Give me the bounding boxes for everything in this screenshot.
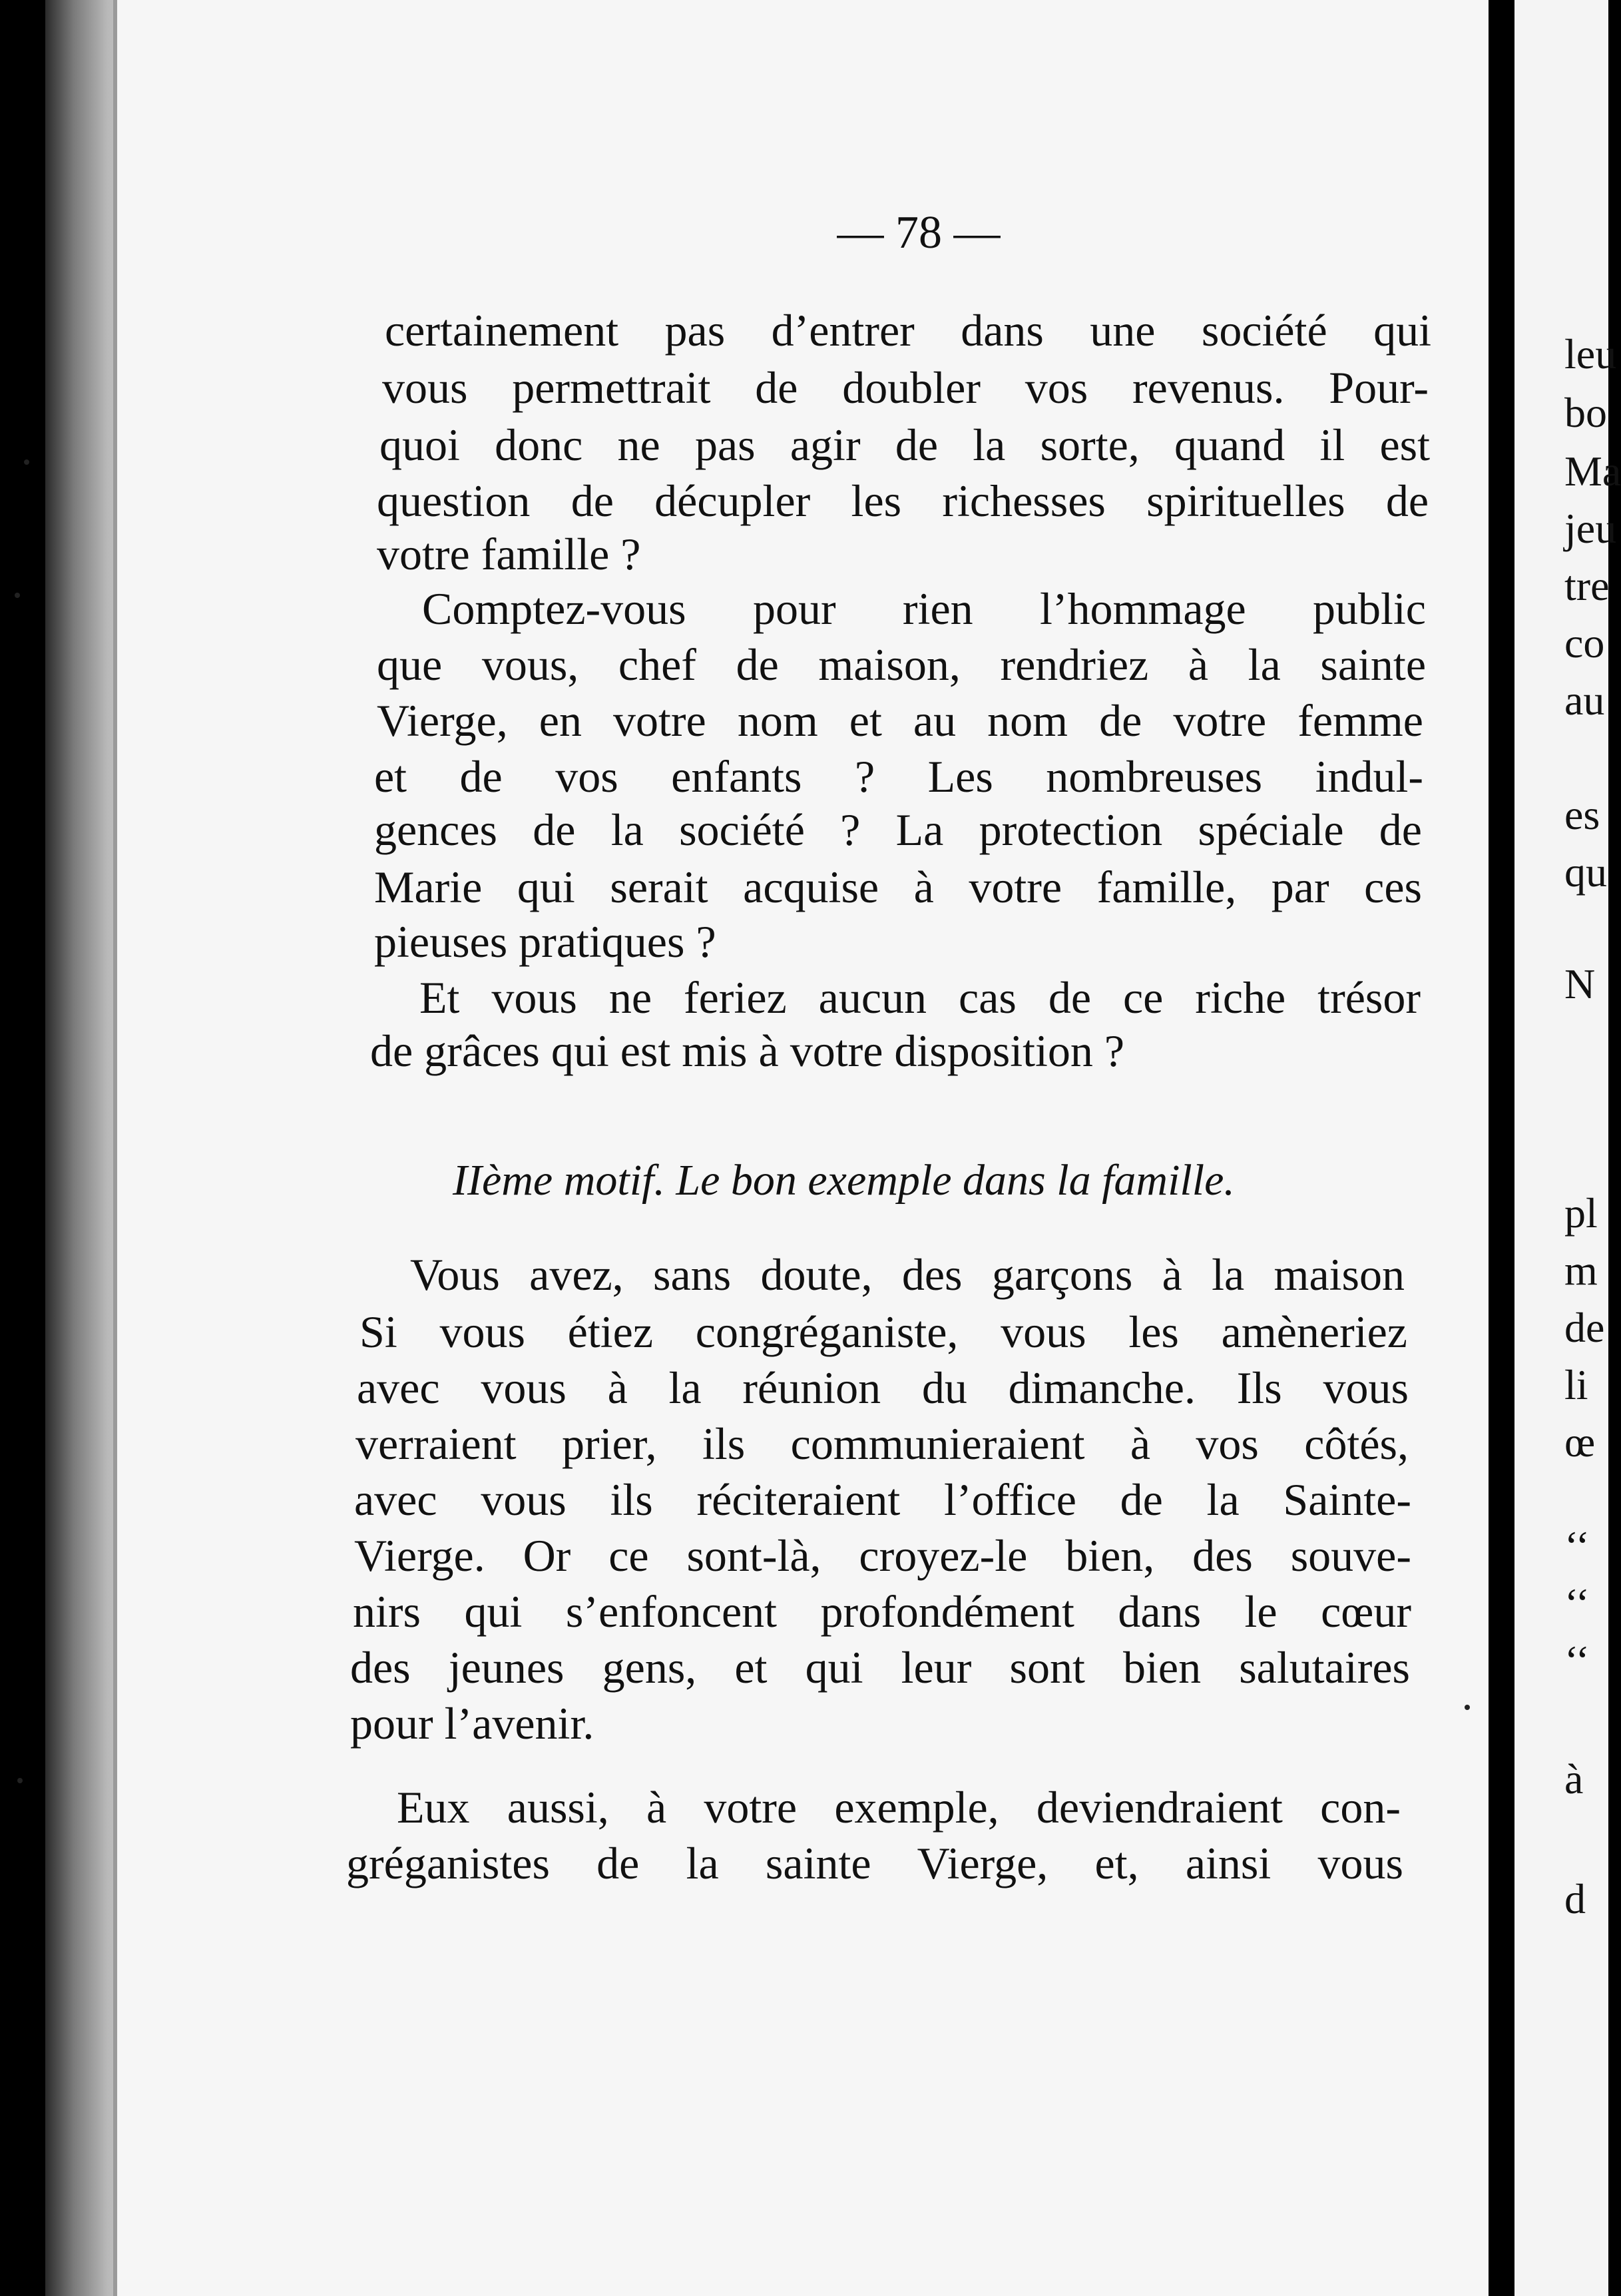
text-line: verraient prier, ils communieraient à vos côtés,	[355, 1418, 1409, 1469]
text-line: et de vos enfants ? Les nombreuses indul-	[374, 751, 1423, 802]
text-line: Comptez-vous pour rien l’hommage public	[422, 583, 1426, 634]
text-line: des jeunes gens, et qui leur sont bien salutaires	[350, 1642, 1410, 1693]
right-page-fragment: es	[1564, 791, 1600, 838]
right-page-fragment: co	[1564, 619, 1605, 667]
right-page-fragment: qu	[1564, 848, 1607, 896]
text-line: nirs qui s’enfoncent profondément dans le cœur	[353, 1586, 1411, 1637]
text-line: pour l’avenir.	[350, 1698, 594, 1749]
right-page-fragment: ‘‘	[1564, 1637, 1590, 1684]
right-page-fragment: de	[1564, 1304, 1605, 1351]
text-line: Marie qui serait acquise à votre famille, par ces	[374, 862, 1422, 912]
book-gutter	[1489, 0, 1515, 2296]
right-page-fragment: Ma	[1564, 447, 1621, 495]
text-line: Vierge, en votre nom et au nom de votre femme	[377, 695, 1423, 746]
text-line: avec vous à la réunion du dimanche. Ils vous	[357, 1362, 1409, 1413]
scan-speck	[17, 1778, 23, 1783]
right-page-fragment: li	[1564, 1361, 1588, 1408]
text-line: Vierge. Or ce sont-là, croyez-le bien, des souve-	[354, 1530, 1411, 1581]
page-number: — 78 —	[837, 207, 1001, 258]
text-line: Vous avez, sans doute, des garçons à la maison	[410, 1249, 1405, 1300]
text-line: votre famille ?	[377, 529, 641, 579]
scan-speck	[24, 459, 29, 465]
text-line: certainement pas d’entrer dans une société qui	[385, 305, 1431, 356]
text-line: Et vous ne feriez aucun cas de ce riche trésor	[419, 972, 1421, 1023]
text-line: de grâces qui est mis à votre disposition ?	[370, 1025, 1125, 1076]
right-page-fragment: au	[1564, 677, 1605, 724]
right-page-fragment: jeu	[1564, 505, 1617, 552]
text-line: vous permettrait de doubler vos revenus. Pour-	[382, 362, 1429, 413]
text-line: gences de la société ? La protection spéciale de	[374, 804, 1422, 855]
text-line: Eux aussi, à votre exemple, deviendraient con-	[397, 1782, 1401, 1833]
section-heading: IIème motif. Le bon exemple dans la famille.	[453, 1156, 1235, 1205]
right-page-fragment: ‘‘	[1564, 1522, 1590, 1570]
right-page-fragment: à	[1564, 1755, 1584, 1803]
right-page-fragment: bo	[1564, 389, 1607, 436]
right-page-fragment: d	[1564, 1875, 1586, 1922]
text-line: question de décupler les richesses spirituelles de	[377, 475, 1429, 526]
right-page-fragment: tre	[1564, 562, 1610, 609]
right-page-fragment: N	[1564, 960, 1596, 1007]
text-line: gréganistes de la sainte Vierge, et, ainsi vous	[346, 1838, 1403, 1888]
right-page-fragment: œ	[1564, 1418, 1596, 1466]
scan-speck	[1465, 1705, 1470, 1710]
scan-speck	[15, 593, 20, 598]
right-page-fragment: m	[1564, 1247, 1598, 1294]
right-page-fragment: ‘‘	[1564, 1579, 1590, 1627]
right-page-fragment: leu	[1564, 330, 1617, 378]
right-page-fragment: pl	[1564, 1189, 1598, 1237]
text-line: que vous, chef de maison, rendriez à la sainte	[377, 639, 1426, 690]
text-line: pieuses pratiques ?	[374, 916, 716, 967]
text-line: avec vous ils réciteraient l’office de la Sainte-	[354, 1474, 1411, 1525]
text-line: quoi donc ne pas agir de la sorte, quand il est	[379, 420, 1430, 470]
text-line: Si vous étiez congréganiste, vous les amèneriez	[359, 1306, 1407, 1357]
